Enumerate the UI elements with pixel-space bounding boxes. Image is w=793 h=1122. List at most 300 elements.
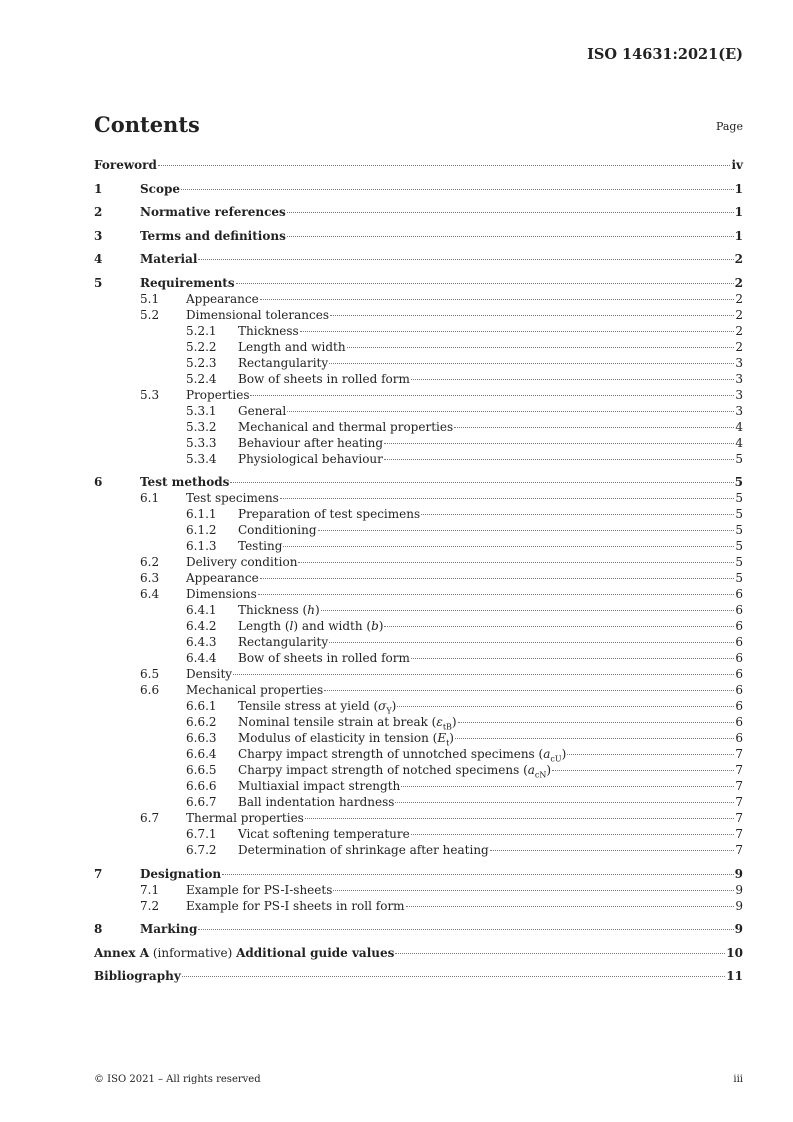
footer-copyright: © ISO 2021 – All rights reserved [94,1074,261,1085]
section-number: 6.1 [140,491,160,505]
section-number: 6.6.1 [186,699,217,713]
dot-leader [198,259,733,260]
section-title [238,435,383,451]
page-number: 3 [735,387,743,402]
toc-entry[interactable] [94,810,743,826]
section-title [140,228,286,244]
title-text: Material [140,252,198,266]
section-title [140,204,286,220]
title-text: Mechanical and thermal properties [238,419,454,434]
section-number: 3 [94,228,103,243]
section-title [238,634,328,650]
dot-leader [406,906,735,907]
toc-entry[interactable] [94,506,743,522]
title-text: Charpy impact strength of notched specimens ( [238,763,528,777]
section-title [238,778,400,794]
title-text: Conditioning [238,523,317,537]
dot-leader [329,363,734,364]
title-text: Marking [140,922,198,936]
section-title [140,474,229,490]
section-title [238,794,394,810]
document-id: ISO 14631:2021(E) [587,46,743,63]
page-number: 9 [735,898,743,913]
page-number: 7 [735,827,743,841]
section-title [140,866,221,882]
toc-entry[interactable] [94,882,743,898]
dot-leader [305,818,735,819]
symbol: l [289,619,294,633]
toc-entry[interactable] [94,419,743,435]
page-number: 6 [735,715,743,729]
page-number: 7 [735,779,743,793]
section-number: 6.2 [140,555,160,569]
page-number: 5 [735,555,743,569]
section-title [94,157,157,173]
toc-entry[interactable] [94,586,743,602]
math-symbol: b [371,619,379,633]
toc-entry[interactable] [94,945,743,961]
dot-leader [455,738,734,739]
dot-leader [230,482,733,483]
section-number: 5.2 [140,307,160,322]
toc-entry[interactable] [94,538,743,554]
toc-entry[interactable] [94,554,743,570]
title-text: Charpy impact strength of unnotched specimens ( [238,747,544,761]
dot-leader [233,674,734,675]
math-symbol [307,603,315,617]
toc-entry[interactable] [94,371,743,387]
math-symbol [527,763,547,780]
title-text: Multiaxial impact strength [238,779,401,793]
title-text: ) [378,619,384,633]
title-text: Bibliography [94,969,181,983]
dot-leader [395,953,725,954]
section-number: 5.2.3 [186,355,217,370]
section-title [238,419,453,435]
section-number: 6.7.1 [186,827,217,841]
toc-entry[interactable] [94,275,743,291]
section-title [238,355,328,371]
symbol-subscript: Y [386,706,392,716]
dot-leader [181,189,734,190]
math-symbol [378,699,392,716]
toc-entry[interactable] [94,204,743,220]
section-number: 1 [94,181,103,196]
section-number: 7.2 [140,898,160,913]
dot-leader [552,770,734,771]
title-text: Rectangularity [238,635,329,649]
title-text: Testing [238,539,283,553]
section-number: 6.4.3 [186,635,217,649]
page-number: 3 [735,371,743,386]
title-text: Rectangularity [238,355,329,370]
section-number: 6.6.4 [186,747,217,761]
title-text: Vicat softening temperature [238,827,410,841]
dot-leader [298,562,734,563]
section-title [186,291,259,307]
title-text: Requirements [140,275,235,290]
dot-leader [287,212,734,213]
section-title [186,490,279,506]
section-number: 5.3.3 [186,435,217,450]
section-number: 6.1.1 [186,507,217,521]
page-number: 6 [735,699,743,713]
toc-entry[interactable] [94,866,743,882]
toc-entry[interactable] [94,157,743,173]
page-number: 2 [735,307,743,322]
page-number: 2 [735,339,743,354]
toc-entry[interactable] [94,714,743,730]
title-text: Nominal tensile strain at break ( [238,715,437,729]
section-number: 5.3.4 [186,451,217,466]
title-text: ) [449,731,454,745]
symbol-subscript: tB [442,722,452,732]
page-number: 2 [734,252,743,266]
toc-entry[interactable] [94,355,743,371]
toc-entry[interactable] [94,490,743,506]
toc-entry[interactable] [94,730,743,746]
section-number: 5.3 [140,387,160,402]
section-number: 4 [94,252,103,266]
title-text: Test specimens [186,491,279,505]
section-number: 6.3 [140,571,160,585]
symbol: h [307,603,315,617]
section-title [238,403,286,419]
section-number: 6.4.4 [186,651,217,665]
symbol: E [437,731,447,745]
math-symbol [436,715,452,732]
dot-leader [250,395,734,396]
section-title [238,371,410,387]
title-text: ) and width ( [293,619,372,633]
page-number: 9 [734,866,743,881]
dot-leader [421,514,734,515]
section-number: 6.7.2 [186,843,217,857]
page-number: 7 [735,795,743,809]
dot-leader [384,459,734,460]
section-number: 5.3.1 [186,403,217,418]
toc-entry[interactable] [94,387,743,403]
section-title [186,554,297,570]
page-number: 4 [735,419,743,434]
section-title [238,522,317,538]
math-symbol [437,731,450,748]
dot-leader [567,754,734,755]
math-symbol [543,747,562,764]
toc-entry[interactable] [94,435,743,451]
title-text: Thickness ( [238,603,308,617]
title-text: Thermal properties [186,811,304,825]
toc-entry[interactable] [94,474,743,490]
section-title [238,618,383,634]
page-number: 9 [735,882,743,897]
dot-leader [158,165,731,166]
title-text: Foreword [94,158,157,172]
symbol: ε [436,715,443,729]
page-number: 6 [735,619,743,633]
table-of-contents [94,157,743,984]
section-title [238,506,420,522]
page-number: 7 [735,811,743,825]
dot-leader [401,786,734,787]
section-title [186,810,304,826]
toc-entry[interactable] [94,228,743,244]
title-text: Length ( [238,619,290,633]
toc-entry[interactable] [94,921,743,937]
title-text: Dimensions [186,587,257,601]
toc-entry[interactable] [94,602,743,618]
page-number: 5 [735,507,743,521]
dot-leader [258,594,735,595]
section-title [186,570,259,586]
toc-entry[interactable] [94,842,743,858]
toc-entry[interactable] [94,698,743,714]
symbol-subscript: t [446,738,450,748]
title-text: Example for PS-I-sheets [186,882,333,897]
dot-leader [280,498,735,499]
page-number: 6 [735,635,743,649]
section-number: 7.1 [140,882,160,897]
dot-leader [324,690,734,691]
section-number: 6.4.1 [186,603,217,617]
title-text: Density [186,667,233,681]
toc-entry[interactable] [94,522,743,538]
title-text: Bow of sheets in rolled form [238,651,410,665]
toc-entry[interactable] [94,762,743,778]
section-title [186,682,323,698]
section-number: 6.1.3 [186,539,217,553]
dot-leader [260,578,735,579]
toc-entry[interactable] [94,307,743,323]
title-text: ) [546,763,552,777]
dot-leader [395,802,734,803]
dot-leader [454,427,734,428]
dot-leader [236,283,734,284]
footer-page-number: iii [733,1074,743,1085]
page-number: 3 [735,355,743,370]
toc-entry[interactable] [94,339,743,355]
symbol: a [543,747,551,761]
toc-entry[interactable] [94,826,743,842]
page-number: 5 [734,475,743,489]
page-number: 6 [735,603,743,617]
dot-leader [222,874,734,875]
title-text: Terms and definitions [140,228,286,243]
page-number: iv [731,158,743,172]
section-number: 6 [94,475,103,489]
title-text: Determination of shrinkage after heating [238,843,489,857]
toc-entry[interactable] [94,291,743,307]
toc-entry[interactable] [94,570,743,586]
title-text: Designation [140,866,222,881]
title-text: ) [391,699,397,713]
section-number: 2 [94,205,103,219]
dot-leader [321,610,735,611]
section-title [238,323,299,339]
section-title [186,387,249,403]
section-title [238,826,410,842]
dot-leader [287,411,734,412]
dot-leader [490,850,735,851]
symbol: σ [378,699,387,713]
title-text: Dimensional tolerances [186,307,330,322]
section-title [238,650,410,666]
toc-entry[interactable] [94,778,743,794]
toc-entry[interactable] [94,794,743,810]
toc-entry[interactable] [94,634,743,650]
dot-leader [300,331,735,332]
dot-leader [458,722,735,723]
dot-leader [384,626,734,627]
dot-leader [260,299,735,300]
page-number: 4 [735,435,743,450]
page-number: 6 [735,667,743,681]
dot-leader [384,443,734,444]
title-text: Additional guide values [236,945,395,960]
title-text: Delivery condition [186,555,298,569]
section-title [238,602,320,618]
page-number: 6 [735,731,743,745]
section-number: 5.1 [140,291,160,306]
section-title [186,307,329,323]
title-text: Appearance [186,571,259,585]
page-column-label: Page [715,120,743,133]
page-number: 2 [734,275,743,290]
page-number: 5 [735,571,743,585]
section-number: 6.6.7 [186,795,217,809]
section-title [238,842,489,858]
section-title [238,538,282,554]
section-number: 5 [94,275,103,290]
section-number: 6.5 [140,667,160,681]
title-text: ) [451,715,457,729]
title-text: Properties [186,387,250,402]
dot-leader [411,658,734,659]
title-text: Appearance [186,291,259,306]
section-title [140,921,197,937]
title-text: ) [314,603,320,617]
title-text: General [238,403,287,418]
page-number: 1 [734,181,743,196]
section-number: 5.2.2 [186,339,217,354]
section-title [186,898,405,914]
title-text: Tensile stress at yield ( [238,699,379,713]
page-number: 5 [735,523,743,537]
section-title [186,586,257,602]
section-title [140,275,235,291]
page-number: 7 [735,747,743,761]
page-number: 7 [735,763,743,777]
title-text: ) [561,747,567,761]
section-title [186,666,232,682]
section-title [94,945,394,961]
dot-leader [347,347,735,348]
toc-entry[interactable] [94,618,743,634]
dot-leader [333,890,734,891]
page-number: 5 [735,539,743,553]
section-number: 6.1.2 [186,523,217,537]
section-title [94,968,181,984]
section-number: 5.2.1 [186,323,217,338]
title-text: Behaviour after heating [238,435,384,450]
toc-entry[interactable] [94,451,743,467]
page-number: 11 [726,969,743,983]
page-number: 3 [735,403,743,418]
page-number: 1 [734,228,743,243]
page-number: 6 [735,651,743,665]
dot-leader [330,315,734,316]
section-number: 8 [94,922,103,936]
section-title [140,251,197,267]
section-number: 6.7 [140,811,160,825]
dot-leader [411,834,735,835]
section-number: 6.6.3 [186,731,217,745]
title-text: Normative references [140,205,286,219]
toc-entry[interactable] [94,323,743,339]
title-text: Annex A [94,945,150,960]
toc-entry[interactable] [94,403,743,419]
section-number: 6.4 [140,587,160,601]
dot-leader [198,929,733,930]
title-text: Thickness [238,323,299,338]
title-text: Modulus of elasticity in tension ( [238,731,438,745]
dot-leader [318,530,735,531]
page-number: 5 [735,451,743,466]
symbol-subscript: cU [550,754,562,764]
page-number: 5 [735,491,743,505]
page-number: 6 [735,683,743,697]
toc-entry[interactable] [94,682,743,698]
section-number: 6.6.5 [186,763,217,777]
dot-leader [411,379,734,380]
title-text: Example for PS-I sheets in roll form [186,898,405,913]
dot-leader [287,236,734,237]
dot-leader [182,976,726,977]
section-title [140,181,180,197]
title-note: (informative) [149,945,237,960]
toc-entry[interactable] [94,251,743,267]
page-number: 7 [735,843,743,857]
toc-entry[interactable] [94,666,743,682]
title-text: Scope [140,181,181,196]
page-number: 1 [734,205,743,219]
dot-leader [329,642,734,643]
title-text: Physiological behaviour [238,451,383,466]
title-text: Test methods [140,475,230,489]
page-number: 6 [735,587,743,601]
section-title [238,339,346,355]
toc-entry[interactable] [94,968,743,984]
toc-entry[interactable] [94,746,743,762]
toc-entry[interactable] [94,898,743,914]
section-number: 5.3.2 [186,419,217,434]
title-text: Preparation of test specimens [238,507,421,521]
toc-entry[interactable] [94,650,743,666]
toc-entry[interactable] [94,181,743,197]
page-number: 2 [735,323,743,338]
section-number: 7 [94,866,103,881]
section-number: 6.4.2 [186,619,217,633]
section-number: 6.6.2 [186,715,217,729]
title-text: Ball indentation hardness [238,795,395,809]
section-title [238,451,383,467]
section-number: 5.2.4 [186,371,217,386]
symbol: a [527,763,535,777]
title-text: Length and width [238,339,346,354]
section-title [186,882,332,898]
dot-leader [283,546,734,547]
title-text: Bow of sheets in rolled form [238,371,410,386]
